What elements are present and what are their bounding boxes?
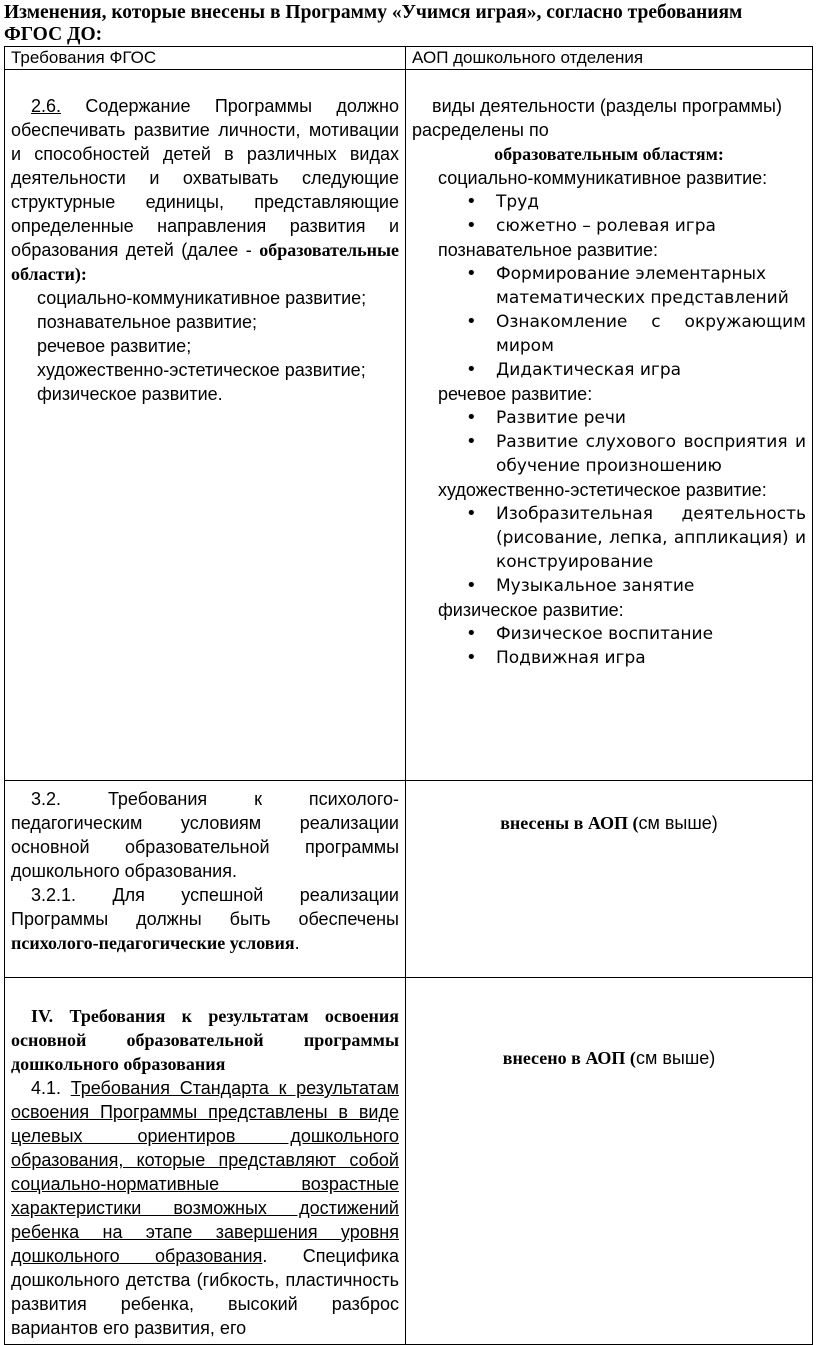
aop-status-3-2 bbox=[406, 781, 813, 978]
table-header-row bbox=[5, 47, 813, 70]
activity-list bbox=[412, 262, 806, 382]
table-row bbox=[5, 781, 813, 978]
list-item: • Изобразительная деятельность (рисование, лепка, аппликация) и конструирование bbox=[412, 502, 806, 574]
bold-term: образовательные области): bbox=[11, 240, 399, 284]
bold-term: образовательным областям: bbox=[494, 144, 724, 164]
header-aop: АОП дошкольного отделения bbox=[406, 47, 813, 70]
table-row bbox=[5, 70, 813, 781]
list-item: • Развитие слухового восприятия и обучение произношению bbox=[412, 430, 806, 478]
group-name: речевое развитие: bbox=[438, 384, 593, 404]
document-title: Изменения, которые внесены в Программу «Учимся играя», согласно требованиям ФГОС ДО: bbox=[4, 2, 743, 45]
changes-table bbox=[4, 46, 813, 1345]
list-item: • Дидактическая игра bbox=[412, 358, 806, 382]
group-name: познавательное развитие: bbox=[438, 240, 659, 260]
activity-list bbox=[412, 190, 806, 238]
requirement-3-2-text: 3.2. Требования к психолого-педагогическим условиям реализации основной образовательной программы дошкольного образования. bbox=[11, 789, 399, 881]
bold-term: психолого-педагогические условия bbox=[11, 933, 295, 953]
activities-intro: виды деятельности (разделы программы) расределены по bbox=[412, 96, 782, 140]
status-bold: внесено в АОП ( bbox=[502, 1048, 636, 1068]
group-name: художественно-эстетическое развитие: bbox=[438, 480, 767, 500]
item-number: 4.1. bbox=[31, 1078, 62, 1098]
aop-status-4 bbox=[406, 978, 813, 1345]
underlined-text: Требования Стандарта к результатам освоения Программы представлены в виде целевых ориентиров дошкольного образования, которые представляют собой социально-нормативные возрастные характеристики возможных достижений ребенка на этапе завершения уровня дошкольного образования bbox=[11, 1078, 399, 1266]
list-item: • Ознакомление с окружающим миром bbox=[412, 310, 806, 358]
fgos-requirement-3-2 bbox=[5, 781, 406, 978]
status-bold: внесены в АОП ( bbox=[500, 813, 639, 833]
status-text: см выше) bbox=[638, 813, 718, 833]
fgos-requirement-2-6 bbox=[5, 70, 406, 781]
aop-activities bbox=[406, 70, 813, 781]
list-item: • Формирование элементарных математических представлений bbox=[412, 262, 806, 310]
area-list bbox=[11, 286, 399, 406]
fgos-requirement-4 bbox=[5, 978, 406, 1345]
list-item: • Подвижная игра bbox=[412, 646, 806, 670]
group-name: физическое развитие: bbox=[438, 600, 624, 620]
list-item: • сюжетно – ролевая игра bbox=[412, 214, 806, 238]
list-item: • Физическое воспитание bbox=[412, 622, 806, 646]
list-item: речевое развитие; bbox=[37, 336, 192, 356]
list-item: социально-коммуникативное развитие; bbox=[37, 288, 367, 308]
requirement-3-2-1-text: 3.2.1. Для успешной реализации Программы должны быть обеспечены психолого-педагогические условия. bbox=[11, 885, 399, 953]
activity-list bbox=[412, 502, 806, 598]
list-item: физическое развитие. bbox=[37, 384, 223, 404]
list-item: • Труд bbox=[412, 190, 806, 214]
activity-list bbox=[412, 406, 806, 478]
table-row bbox=[5, 978, 813, 1345]
activity-list bbox=[412, 622, 806, 670]
list-item: художественно-эстетическое развитие; bbox=[37, 360, 366, 380]
list-item: • Музыкальное занятие bbox=[412, 574, 806, 598]
requirement-2-6-text: 2.6. Содержание Программы должно обеспечивать развитие личности, мотивации и способностей детей в различных видах деятельности и охватывать следующие структурные единицы, представляющие определенные направления развития и образования детей (далее - образовательные области): bbox=[11, 96, 399, 284]
section-heading: IV. Требования к результатам освоения основной образовательной программы дошкольного образования bbox=[11, 1006, 399, 1074]
status-text: см выше) bbox=[635, 1048, 716, 1068]
list-item: • Развитие речи bbox=[412, 406, 806, 430]
group-name: социально-коммуникативное развитие: bbox=[438, 168, 768, 188]
item-number: 2.6. bbox=[31, 96, 62, 116]
header-fgos: Требования ФГОС bbox=[5, 47, 406, 70]
requirement-4-1-text: 4.1. Требования Стандарта к результатам освоения Программы представлены в виде целевых ориентиров дошкольного образования, которые представляют собой социально-нормативные возрастные характеристики возможных достижений ребенка на этапе завершения уровня дошкольного образования. Специфика дошкольного детства (гибкость, пластичность развития ребенка, высокий разброс вариантов его развития, его bbox=[11, 1078, 399, 1338]
list-item: познавательное развитие; bbox=[37, 312, 258, 332]
